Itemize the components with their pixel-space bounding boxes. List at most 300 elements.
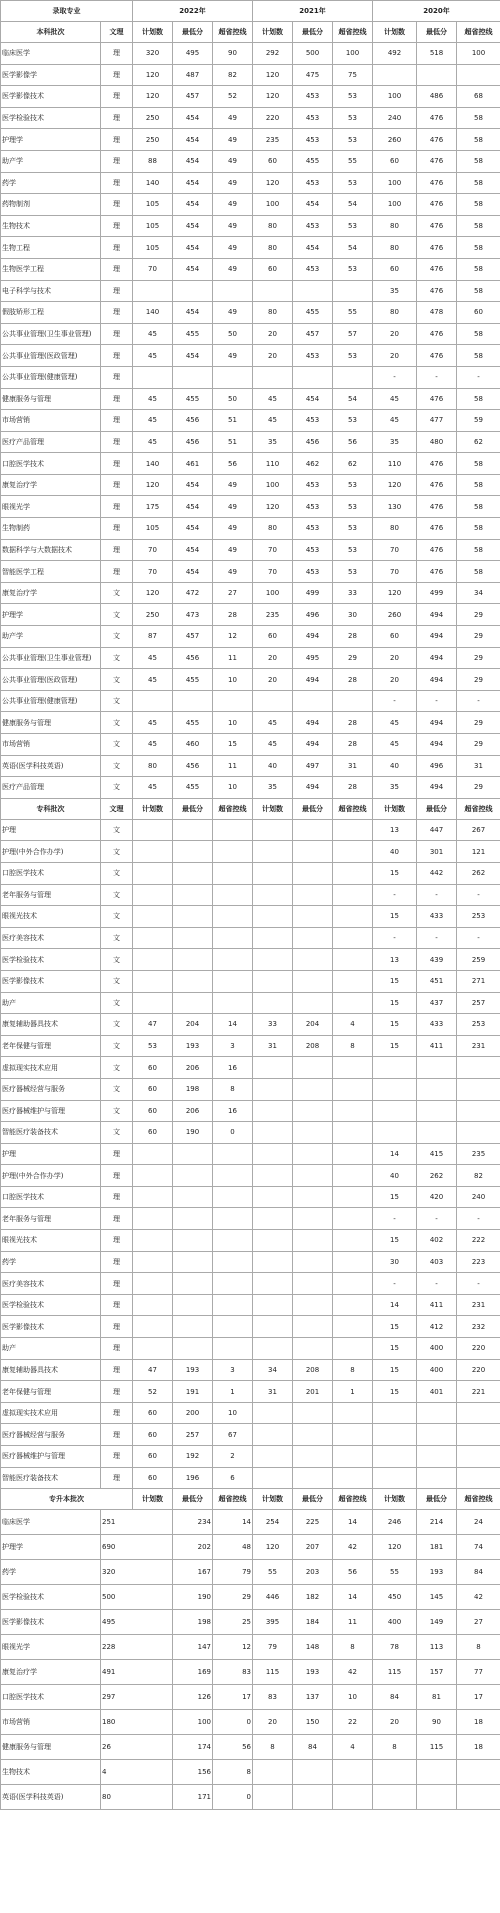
table-row xyxy=(1,1294,500,1316)
value-cell xyxy=(213,1208,253,1230)
undergrad-header-row-col: 最低分 xyxy=(417,22,457,43)
major-name: 药物制剂 xyxy=(1,194,101,216)
value-cell: 100 xyxy=(373,86,417,108)
value-cell: 260 xyxy=(373,129,417,151)
value-cell xyxy=(253,949,293,971)
value-cell: 28 xyxy=(333,712,373,734)
junior-header-row-col: 计划数 xyxy=(133,798,173,819)
value-cell: 454 xyxy=(173,150,213,172)
value-cell: 182 xyxy=(293,1585,333,1610)
track-cell: 理 xyxy=(101,1381,133,1403)
value-cell: 40 xyxy=(373,755,417,777)
value-cell: 60 xyxy=(133,1424,173,1446)
value-cell: 494 xyxy=(417,669,457,691)
track-cell: 理 xyxy=(101,345,133,367)
value-cell: 415 xyxy=(417,1143,457,1165)
value-cell: 14 xyxy=(213,1014,253,1036)
track-cell: 文 xyxy=(101,841,133,863)
value-cell: 433 xyxy=(417,906,457,928)
value-cell: 495 xyxy=(293,647,333,669)
track-cell: 理 xyxy=(101,150,133,172)
value-cell xyxy=(333,1446,373,1468)
value-cell: 49 xyxy=(213,172,253,194)
value-cell: 53 xyxy=(333,474,373,496)
undergrad-header-row-col: 超省控线 xyxy=(457,22,500,43)
value-cell xyxy=(417,64,457,86)
value-cell: 56 xyxy=(333,431,373,453)
value-cell: 232 xyxy=(457,1316,500,1338)
value-cell: 45 xyxy=(133,777,173,799)
undergrad-header-row-col: 最低分 xyxy=(293,22,333,43)
value-cell: 77 xyxy=(457,1660,500,1685)
table-row xyxy=(1,129,500,151)
value-cell xyxy=(417,1057,457,1079)
track-cell: 文 xyxy=(101,927,133,949)
value-cell: 0 xyxy=(213,1710,253,1735)
value-cell: 477 xyxy=(417,410,457,432)
table-row xyxy=(1,1100,500,1122)
value-cell: 15 xyxy=(373,862,417,884)
value-cell: 454 xyxy=(173,496,213,518)
plan-count: 180 xyxy=(101,1710,173,1735)
value-cell: 126 xyxy=(173,1685,213,1710)
value-cell: 70 xyxy=(373,539,417,561)
value-cell: 45 xyxy=(133,410,173,432)
plan-count: 251 xyxy=(101,1510,173,1535)
value-cell xyxy=(253,1338,293,1360)
value-cell: 193 xyxy=(173,1035,213,1057)
value-cell: 68 xyxy=(457,86,500,108)
value-cell: 175 xyxy=(133,496,173,518)
value-cell: 480 xyxy=(417,431,457,453)
year-header-1: 2021年 xyxy=(253,1,373,22)
value-cell: 500 xyxy=(293,43,333,65)
upgrade-header-row-col: 超省控线 xyxy=(213,1489,253,1510)
table-row xyxy=(1,1735,500,1760)
table-row xyxy=(1,453,500,475)
value-cell: 52 xyxy=(133,1381,173,1403)
value-cell: 79 xyxy=(213,1560,253,1585)
value-cell xyxy=(333,1402,373,1424)
value-cell xyxy=(457,1424,500,1446)
value-cell: 260 xyxy=(373,604,417,626)
track-cell: 理 xyxy=(101,1251,133,1273)
value-cell: 156 xyxy=(173,1760,213,1785)
value-cell: 221 xyxy=(457,1381,500,1403)
value-cell: 140 xyxy=(133,172,173,194)
plan-count: 4 xyxy=(101,1760,173,1785)
track-cell: 理 xyxy=(101,43,133,65)
value-cell: 234 xyxy=(173,1510,213,1535)
value-cell: 47 xyxy=(133,1014,173,1036)
value-cell: 29 xyxy=(457,626,500,648)
value-cell: 454 xyxy=(173,258,213,280)
track-cell: 理 xyxy=(101,1294,133,1316)
track-cell: 理 xyxy=(101,1230,133,1252)
undergrad-header-row xyxy=(1,22,500,43)
value-cell xyxy=(417,1402,457,1424)
value-cell xyxy=(133,1165,173,1187)
value-cell xyxy=(133,366,173,388)
value-cell: 460 xyxy=(173,734,213,756)
value-cell: 79 xyxy=(253,1635,293,1660)
track-cell: 理 xyxy=(101,388,133,410)
value-cell: 49 xyxy=(213,518,253,540)
value-cell: 200 xyxy=(173,1402,213,1424)
value-cell: 150 xyxy=(293,1710,333,1735)
value-cell: 222 xyxy=(457,1230,500,1252)
value-cell: 49 xyxy=(213,237,253,259)
major-name: 公共事业管理(医政管理) xyxy=(1,669,101,691)
value-cell: 60 xyxy=(373,626,417,648)
value-cell: 184 xyxy=(293,1610,333,1635)
major-name: 护理(中外合作办学) xyxy=(1,841,101,863)
value-cell: 453 xyxy=(293,496,333,518)
table-row xyxy=(1,1535,500,1560)
value-cell: 49 xyxy=(213,539,253,561)
value-cell: 54 xyxy=(333,388,373,410)
upgrade-header-row-col: 计划数 xyxy=(133,1489,173,1510)
value-cell: 15 xyxy=(373,970,417,992)
major-name: 医疗器械经营与服务 xyxy=(1,1078,101,1100)
value-cell: 495 xyxy=(173,43,213,65)
value-cell: 31 xyxy=(253,1381,293,1403)
major-name: 口腔医学技术 xyxy=(1,862,101,884)
value-cell: 49 xyxy=(213,215,253,237)
major-name: 口腔医学技术 xyxy=(1,1685,101,1710)
major-name: 医学影像技术 xyxy=(1,1316,101,1338)
value-cell: 60 xyxy=(133,1446,173,1468)
value-cell xyxy=(293,690,333,712)
table-row xyxy=(1,1057,500,1079)
value-cell xyxy=(213,1273,253,1295)
table-row xyxy=(1,1467,500,1489)
value-cell: 472 xyxy=(173,582,213,604)
value-cell xyxy=(173,992,213,1014)
value-cell: 45 xyxy=(133,345,173,367)
table-row xyxy=(1,1143,500,1165)
value-cell: 53 xyxy=(333,107,373,129)
table-row xyxy=(1,1446,500,1468)
major-name: 市场营销 xyxy=(1,1710,101,1735)
value-cell: 201 xyxy=(293,1381,333,1403)
value-cell: 60 xyxy=(133,1467,173,1489)
value-cell: 56 xyxy=(213,1735,253,1760)
value-cell xyxy=(173,884,213,906)
major-name: 市场营销 xyxy=(1,734,101,756)
value-cell: 60 xyxy=(253,258,293,280)
value-cell xyxy=(213,366,253,388)
value-cell xyxy=(173,819,213,841)
value-cell xyxy=(173,862,213,884)
value-cell: 60 xyxy=(133,1078,173,1100)
table-row xyxy=(1,1338,500,1360)
value-cell: 75 xyxy=(333,64,373,86)
value-cell xyxy=(293,1273,333,1295)
value-cell: 60 xyxy=(133,1100,173,1122)
table-row xyxy=(1,107,500,129)
value-cell xyxy=(133,280,173,302)
value-cell: - xyxy=(417,1208,457,1230)
value-cell: 45 xyxy=(133,647,173,669)
value-cell: 4 xyxy=(333,1735,373,1760)
value-cell: 35 xyxy=(373,280,417,302)
value-cell xyxy=(133,1208,173,1230)
major-name: 康复辅助器具技术 xyxy=(1,1014,101,1036)
major-name: 口腔医学技术 xyxy=(1,1186,101,1208)
track-cell: 文 xyxy=(101,1100,133,1122)
value-cell: 105 xyxy=(133,215,173,237)
value-cell: 454 xyxy=(293,237,333,259)
table-row xyxy=(1,323,500,345)
value-cell: 42 xyxy=(333,1660,373,1685)
value-cell: 45 xyxy=(133,323,173,345)
value-cell xyxy=(373,1057,417,1079)
track-cell: 理 xyxy=(101,496,133,518)
value-cell xyxy=(213,992,253,1014)
value-cell: 29 xyxy=(333,647,373,669)
value-cell: 82 xyxy=(213,64,253,86)
table-row xyxy=(1,1316,500,1338)
value-cell: 80 xyxy=(253,518,293,540)
value-cell: 51 xyxy=(213,410,253,432)
major-name: 健康服务与管理 xyxy=(1,712,101,734)
value-cell xyxy=(293,1186,333,1208)
track-cell: 理 xyxy=(101,539,133,561)
value-cell: 42 xyxy=(457,1585,500,1610)
value-cell xyxy=(133,862,173,884)
value-cell: 8 xyxy=(333,1035,373,1057)
value-cell: 20 xyxy=(373,323,417,345)
major-name: 医学检验技术 xyxy=(1,949,101,971)
track-cell: 理 xyxy=(101,1424,133,1446)
table-row xyxy=(1,1710,500,1735)
track-cell: 文 xyxy=(101,669,133,691)
table-row xyxy=(1,561,500,583)
value-cell: 100 xyxy=(373,172,417,194)
value-cell: 206 xyxy=(173,1100,213,1122)
track-cell: 文 xyxy=(101,690,133,712)
value-cell: 60 xyxy=(133,1057,173,1079)
value-cell: 49 xyxy=(213,107,253,129)
value-cell xyxy=(213,1294,253,1316)
value-cell xyxy=(333,1230,373,1252)
value-cell xyxy=(333,906,373,928)
track-cell: 文 xyxy=(101,1078,133,1100)
value-cell: 240 xyxy=(457,1186,500,1208)
value-cell: 70 xyxy=(253,539,293,561)
major-name: 助产 xyxy=(1,992,101,1014)
value-cell: 8 xyxy=(457,1635,500,1660)
value-cell: 204 xyxy=(173,1014,213,1036)
value-cell: 171 xyxy=(173,1785,213,1810)
value-cell: 494 xyxy=(417,604,457,626)
value-cell: 193 xyxy=(293,1660,333,1685)
value-cell: 20 xyxy=(253,323,293,345)
value-cell: 48 xyxy=(213,1535,253,1560)
undergrad-header-row-col: 计划数 xyxy=(133,22,173,43)
value-cell: 58 xyxy=(457,453,500,475)
value-cell: 88 xyxy=(133,150,173,172)
value-cell: 499 xyxy=(293,582,333,604)
value-cell: 70 xyxy=(133,539,173,561)
value-cell xyxy=(213,690,253,712)
value-cell xyxy=(133,970,173,992)
value-cell: 250 xyxy=(133,107,173,129)
value-cell xyxy=(293,1165,333,1187)
value-cell: 115 xyxy=(253,1660,293,1685)
table-row xyxy=(1,690,500,712)
value-cell: 90 xyxy=(417,1710,457,1735)
value-cell: 453 xyxy=(293,215,333,237)
value-cell: 45 xyxy=(133,734,173,756)
value-cell: 40 xyxy=(253,755,293,777)
value-cell xyxy=(253,1785,293,1810)
track-cell: 理 xyxy=(101,215,133,237)
plan-count: 690 xyxy=(101,1535,173,1560)
value-cell xyxy=(333,1186,373,1208)
value-cell: 20 xyxy=(373,1710,417,1735)
value-cell: 55 xyxy=(373,1560,417,1585)
value-cell: 454 xyxy=(173,194,213,216)
value-cell: 54 xyxy=(333,194,373,216)
value-cell: 58 xyxy=(457,323,500,345)
major-name: 生物医学工程 xyxy=(1,258,101,280)
value-cell: 27 xyxy=(457,1610,500,1635)
value-cell xyxy=(133,906,173,928)
value-cell: 70 xyxy=(133,258,173,280)
major-name: 医学检验技术 xyxy=(1,107,101,129)
value-cell: 455 xyxy=(173,777,213,799)
track-cell: 文 xyxy=(101,1122,133,1144)
table-row xyxy=(1,474,500,496)
value-cell: - xyxy=(373,884,417,906)
value-cell: 45 xyxy=(133,669,173,691)
table-row xyxy=(1,1014,500,1036)
value-cell: 457 xyxy=(293,323,333,345)
value-cell: 476 xyxy=(417,539,457,561)
major-name: 临床医学 xyxy=(1,1510,101,1535)
value-cell: 240 xyxy=(373,107,417,129)
major-name: 生物工程 xyxy=(1,237,101,259)
value-cell: 476 xyxy=(417,107,457,129)
value-cell: 120 xyxy=(253,64,293,86)
major-name: 公共事业管理(卫生事业管理) xyxy=(1,323,101,345)
major-name: 眼视光学 xyxy=(1,1635,101,1660)
upgrade-header-row xyxy=(1,1489,500,1510)
value-cell: 193 xyxy=(173,1359,213,1381)
track-cell: 文 xyxy=(101,906,133,928)
major-name: 生物技术 xyxy=(1,1760,101,1785)
value-cell: 262 xyxy=(417,1165,457,1187)
value-cell: 70 xyxy=(373,561,417,583)
value-cell xyxy=(373,1424,417,1446)
value-cell: 3 xyxy=(213,1035,253,1057)
value-cell: 476 xyxy=(417,388,457,410)
junior-header-row-col: 最低分 xyxy=(293,798,333,819)
value-cell xyxy=(253,906,293,928)
value-cell xyxy=(293,906,333,928)
value-cell: 28 xyxy=(333,734,373,756)
value-cell: - xyxy=(417,927,457,949)
value-cell xyxy=(253,1100,293,1122)
value-cell: - xyxy=(457,927,500,949)
value-cell: 454 xyxy=(293,194,333,216)
value-cell: 113 xyxy=(417,1635,457,1660)
table-row xyxy=(1,1760,500,1785)
value-cell xyxy=(173,280,213,302)
value-cell: 84 xyxy=(457,1560,500,1585)
track-cell: 理 xyxy=(101,258,133,280)
value-cell: 50 xyxy=(213,388,253,410)
value-cell: 84 xyxy=(373,1685,417,1710)
value-cell: - xyxy=(457,690,500,712)
value-cell: 40 xyxy=(373,841,417,863)
value-cell: 437 xyxy=(417,992,457,1014)
value-cell: 15 xyxy=(373,1014,417,1036)
track-cell: 理 xyxy=(101,237,133,259)
value-cell: 58 xyxy=(457,388,500,410)
junior-header-row-col: 计划数 xyxy=(253,798,293,819)
track-cell: 理 xyxy=(101,302,133,324)
value-cell xyxy=(417,1424,457,1446)
value-cell: 14 xyxy=(373,1294,417,1316)
value-cell xyxy=(133,819,173,841)
value-cell: 231 xyxy=(457,1294,500,1316)
table-row xyxy=(1,280,500,302)
table-row xyxy=(1,777,500,799)
major-name: 医疗美容技术 xyxy=(1,1273,101,1295)
table-row xyxy=(1,518,500,540)
upgrade-header-row-col: 计划数 xyxy=(373,1489,417,1510)
value-cell: 456 xyxy=(293,431,333,453)
value-cell: 267 xyxy=(457,819,500,841)
value-cell xyxy=(133,949,173,971)
major-name: 药学 xyxy=(1,172,101,194)
junior-header-row xyxy=(1,798,500,819)
value-cell: 462 xyxy=(293,453,333,475)
major-name: 老年服务与管理 xyxy=(1,1208,101,1230)
track-cell: 理 xyxy=(101,518,133,540)
value-cell xyxy=(333,1165,373,1187)
value-cell: 47 xyxy=(133,1359,173,1381)
major-name: 护理(中外合作办学) xyxy=(1,1165,101,1187)
table-row xyxy=(1,431,500,453)
undergrad-header-row-col: 计划数 xyxy=(253,22,293,43)
value-cell: 442 xyxy=(417,862,457,884)
value-cell: 456 xyxy=(173,410,213,432)
value-cell: 140 xyxy=(133,453,173,475)
value-cell: 53 xyxy=(133,1035,173,1057)
major-name: 老年保健与管理 xyxy=(1,1035,101,1057)
value-cell xyxy=(417,1078,457,1100)
value-cell: 262 xyxy=(457,862,500,884)
value-cell: 14 xyxy=(213,1510,253,1535)
value-cell: 476 xyxy=(417,345,457,367)
track-cell: 理 xyxy=(101,1165,133,1187)
value-cell: 476 xyxy=(417,172,457,194)
track-cell: 文 xyxy=(101,1057,133,1079)
value-cell: 60 xyxy=(373,150,417,172)
value-cell: 453 xyxy=(293,129,333,151)
value-cell: 400 xyxy=(417,1359,457,1381)
value-cell: 18 xyxy=(457,1710,500,1735)
value-cell: 24 xyxy=(457,1510,500,1535)
value-cell: 453 xyxy=(293,258,333,280)
value-cell: 10 xyxy=(213,1402,253,1424)
value-cell: 58 xyxy=(457,539,500,561)
value-cell xyxy=(457,1760,500,1785)
